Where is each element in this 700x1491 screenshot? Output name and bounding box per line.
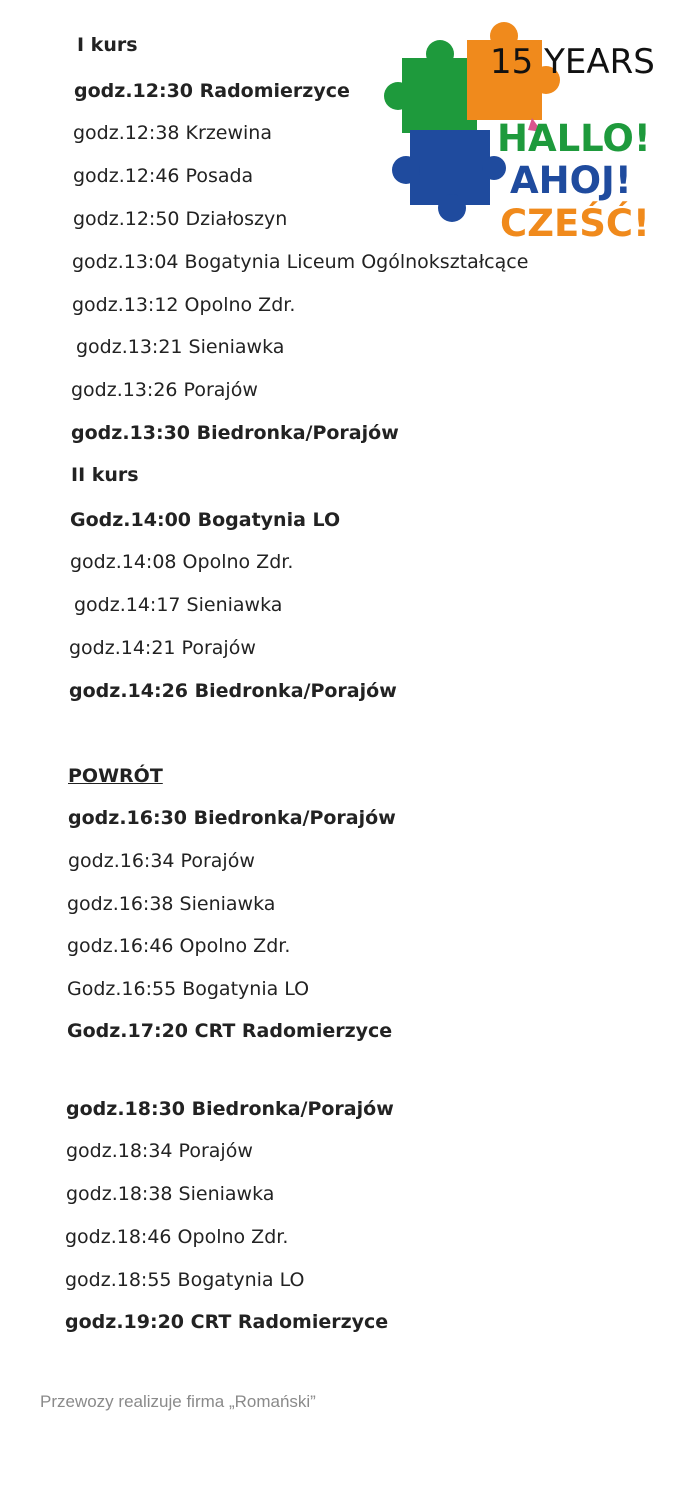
schedule-stop: godz.18:55 Bogatynia LO (65, 1269, 305, 1291)
course-2-heading: II kurs (71, 464, 139, 486)
schedule-stop: Godz.14:00 Bogatynia LO (70, 509, 341, 531)
schedule-stop: godz.13:21 Sieniawka (76, 336, 285, 358)
schedule-stop: godz.18:38 Sieniawka (66, 1183, 275, 1205)
schedule-stop: godz.18:34 Porajów (66, 1140, 253, 1162)
schedule-stop: godz.12:50 Działoszyn (73, 208, 288, 230)
carrier-note: Przewozy realizuje firma „Romański” (40, 1392, 316, 1411)
schedule-stop: godz.16:34 Porajów (68, 850, 255, 872)
course-1-heading: I kurs (77, 34, 138, 56)
schedule-stop: godz.13:30 Biedronka/Porajów (71, 422, 399, 444)
logo-line-hallo: HALLO! (497, 117, 651, 160)
schedule-stop: godz.13:26 Porajów (71, 379, 258, 401)
logo-years-label: 15 YEARS (490, 42, 655, 82)
schedule-stop: godz.18:30 Biedronka/Porajów (66, 1098, 394, 1120)
schedule-stop: godz.16:46 Opolno Zdr. (67, 935, 291, 957)
schedule-stop: godz.16:38 Sieniawka (67, 893, 276, 915)
logo-line-czesc: CZEŚĆ! (500, 202, 650, 245)
schedule-stop: Godz.16:55 Bogatynia LO (67, 978, 310, 1000)
schedule-stop: godz.12:38 Krzewina (73, 122, 272, 144)
schedule-stop: godz.16:30 Biedronka/Porajów (68, 807, 396, 829)
logo-line-ahoj: AHOJ! (510, 159, 632, 202)
schedule-stop: godz.19:20 CRT Radomierzyce (65, 1311, 389, 1333)
puzzle-piece-green-icon (384, 40, 477, 133)
return-heading: POWRÓT (68, 765, 163, 787)
schedule-stop: godz.12:30 Radomierzyce (74, 80, 350, 102)
schedule-stop: godz.12:46 Posada (73, 165, 254, 187)
puzzle-piece-blue-icon (392, 130, 506, 222)
schedule-stop: godz.13:12 Opolno Zdr. (72, 294, 296, 316)
hallo-ahoj-czesc-logo (382, 18, 682, 253)
schedule-stop: godz.14:26 Biedronka/Porajów (69, 680, 397, 702)
schedule-stop: godz.13:04 Bogatynia Liceum Ogólnokształcące (72, 251, 529, 273)
schedule-stop: godz.18:46 Opolno Zdr. (65, 1226, 289, 1248)
schedule-stop: godz.14:17 Sieniawka (74, 594, 283, 616)
schedule-stop: godz.14:21 Porajów (69, 637, 256, 659)
schedule-stop: godz.14:08 Opolno Zdr. (70, 551, 294, 573)
schedule-stop: Godz.17:20 CRT Radomierzyce (67, 1020, 393, 1042)
